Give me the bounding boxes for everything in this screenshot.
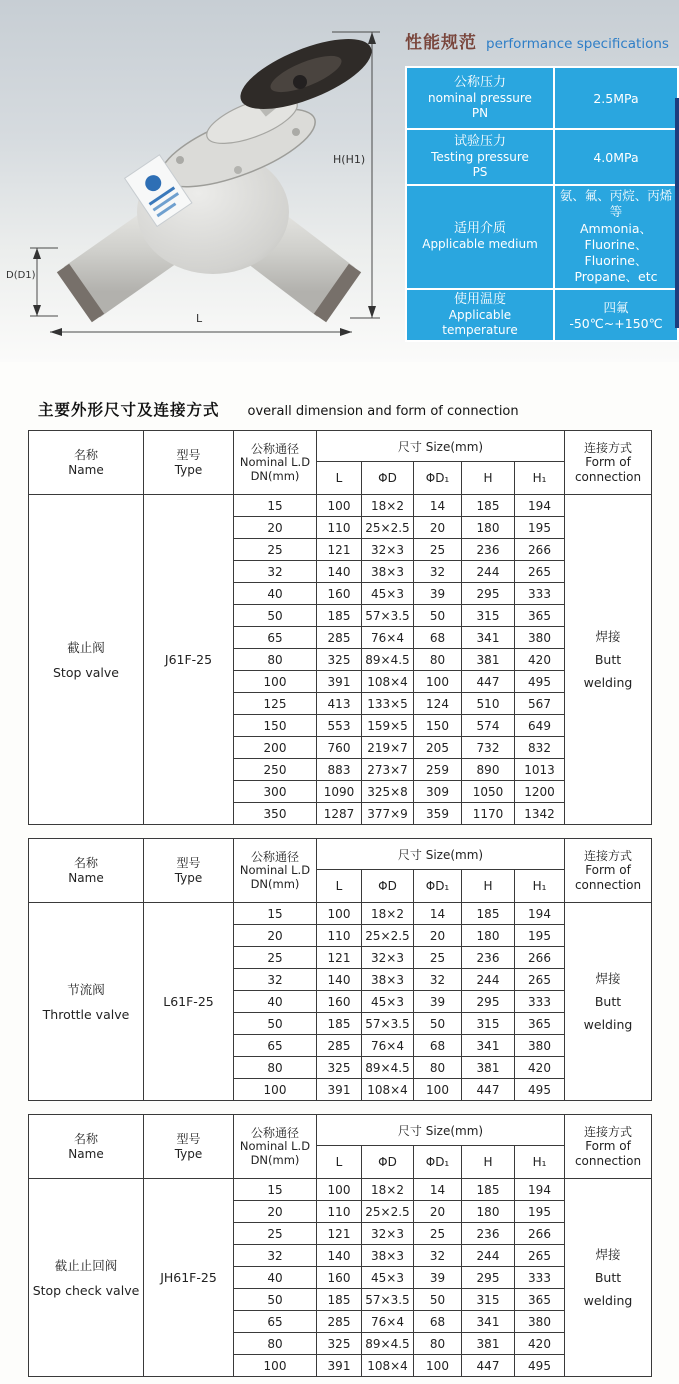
perf-value-cell: 氨、氟、丙烷、丙烯等 Ammonia、Fluorine、Fluorine、Propane、etc bbox=[554, 185, 678, 289]
dimension-cell: 80 bbox=[234, 1057, 317, 1079]
dimension-cell: 50 bbox=[414, 605, 462, 627]
dimension-cell: 1287 bbox=[317, 803, 362, 825]
dimension-cell: 180 bbox=[462, 517, 515, 539]
dimension-cell: 68 bbox=[414, 1311, 462, 1333]
dimension-cell: 391 bbox=[317, 671, 362, 693]
dimension-cell: 32 bbox=[414, 969, 462, 991]
dimension-cell: 65 bbox=[234, 1311, 317, 1333]
dimension-cell: 50 bbox=[234, 1013, 317, 1035]
dimension-cell: 160 bbox=[317, 1267, 362, 1289]
dimension-cell: 236 bbox=[462, 1223, 515, 1245]
header-type: 型号 Type bbox=[144, 839, 234, 903]
perf-value-cell: 4.0MPa bbox=[554, 129, 678, 185]
dimension-cell: 121 bbox=[317, 947, 362, 969]
header-col-OD: ΦD bbox=[362, 870, 414, 903]
arrow-l-right bbox=[340, 328, 352, 336]
perf-label-cell: 使用温度 Applicable temperature bbox=[406, 289, 554, 341]
dimension-cell: 100 bbox=[414, 671, 462, 693]
dimension-cell: 80 bbox=[234, 649, 317, 671]
header-col-H1: H₁ bbox=[515, 462, 565, 495]
dimension-cell: 68 bbox=[414, 627, 462, 649]
dimension-cell: 32 bbox=[234, 969, 317, 991]
dimension-cell: 110 bbox=[317, 517, 362, 539]
dimension-cell: 250 bbox=[234, 759, 317, 781]
header-col-H: H bbox=[462, 1146, 515, 1179]
arrow-top bbox=[368, 32, 376, 44]
header-col-OD: ΦD bbox=[362, 462, 414, 495]
dimension-cell: 100 bbox=[414, 1079, 462, 1101]
perf-value-cell: 四氟 -50℃~+150℃ bbox=[554, 289, 678, 341]
dimension-cell: 140 bbox=[317, 1245, 362, 1267]
dimension-cell: 890 bbox=[462, 759, 515, 781]
dimension-cell: 295 bbox=[462, 1267, 515, 1289]
dimension-cell: 185 bbox=[462, 903, 515, 925]
dimension-cell: 80 bbox=[234, 1333, 317, 1355]
dimension-cell: 15 bbox=[234, 1179, 317, 1201]
dimension-cell: 32 bbox=[234, 561, 317, 583]
header-connection: 连接方式 Form of connection bbox=[565, 839, 652, 903]
dimension-cell: 14 bbox=[414, 495, 462, 517]
dimension-cell: 100 bbox=[317, 1179, 362, 1201]
name-cell: 节流阀 Throttle valve bbox=[29, 903, 144, 1101]
perf-row-testing-pressure bbox=[406, 129, 678, 185]
section-title-en: overall dimension and form of connection bbox=[247, 404, 519, 419]
dimension-row bbox=[29, 495, 652, 517]
dimension-cell: 447 bbox=[462, 1355, 515, 1377]
dimension-cell: 180 bbox=[462, 1201, 515, 1223]
conn-cell: 焊接 Butt welding bbox=[565, 1179, 652, 1377]
dimension-cell: 68 bbox=[414, 1035, 462, 1057]
dimension-cell: 45×3 bbox=[362, 1267, 414, 1289]
dimension-cell: 45×3 bbox=[362, 583, 414, 605]
dimension-cell: 273×7 bbox=[362, 759, 414, 781]
performance-panel bbox=[405, 28, 679, 342]
dimension-cell: 14 bbox=[414, 1179, 462, 1201]
header-col-H: H bbox=[462, 870, 515, 903]
dimension-cell: 100 bbox=[414, 1355, 462, 1377]
perf-row-applicable-temperature bbox=[406, 289, 678, 341]
dim-label-H: H(H1) bbox=[333, 153, 366, 166]
dimension-cell: 420 bbox=[515, 649, 565, 671]
type-cell: J61F-25 bbox=[144, 495, 234, 825]
dimension-cell: 195 bbox=[515, 517, 565, 539]
dimension-cell: 20 bbox=[414, 1201, 462, 1223]
dimension-cell: 553 bbox=[317, 715, 362, 737]
header-dn: 公称通径 Nominal L.D DN(mm) bbox=[234, 839, 317, 903]
stop-valve-body bbox=[29, 495, 652, 825]
dimension-cell: 89×4.5 bbox=[362, 1057, 414, 1079]
performance-title bbox=[405, 28, 679, 53]
dimension-cell: 140 bbox=[317, 561, 362, 583]
dimension-cell: 236 bbox=[462, 539, 515, 561]
dimension-cell: 380 bbox=[515, 1035, 565, 1057]
dimension-cell: 380 bbox=[515, 627, 565, 649]
dimension-cell: 381 bbox=[462, 1057, 515, 1079]
dimension-cell: 1090 bbox=[317, 781, 362, 803]
dimension-cell: 50 bbox=[414, 1289, 462, 1311]
dimension-cell: 333 bbox=[515, 1267, 565, 1289]
dimension-cell: 89×4.5 bbox=[362, 649, 414, 671]
dimension-cell: 76×4 bbox=[362, 1311, 414, 1333]
dimension-cell: 285 bbox=[317, 1311, 362, 1333]
performance-table bbox=[405, 66, 679, 342]
dimension-cell: 447 bbox=[462, 671, 515, 693]
dimension-cell: 194 bbox=[515, 1179, 565, 1201]
dimension-cell: 266 bbox=[515, 1223, 565, 1245]
dimension-cell: 194 bbox=[515, 903, 565, 925]
name-cell: 截止止回阀 Stop check valve bbox=[29, 1179, 144, 1377]
dimension-cell: 18×2 bbox=[362, 495, 414, 517]
header-size: 尺寸 Size(mm) bbox=[317, 431, 565, 462]
dimension-cell: 341 bbox=[462, 1035, 515, 1057]
dimension-cell: 219×7 bbox=[362, 737, 414, 759]
dimension-cell: 285 bbox=[317, 627, 362, 649]
perf-row-applicable-medium bbox=[406, 185, 678, 289]
dimension-cell: 333 bbox=[515, 583, 565, 605]
dimension-cell: 732 bbox=[462, 737, 515, 759]
dimension-cell: 1200 bbox=[515, 781, 565, 803]
dimension-cell: 315 bbox=[462, 1013, 515, 1035]
header-name: 名称 Name bbox=[29, 431, 144, 495]
top-section bbox=[0, 0, 679, 362]
header-col-OD1: ΦD₁ bbox=[414, 870, 462, 903]
perf-label-cell: 试验压力 Testing pressure PS bbox=[406, 129, 554, 185]
header-col-L: L bbox=[317, 1146, 362, 1179]
dimension-table-throttle-valve bbox=[28, 838, 652, 1101]
dimension-cell: 32 bbox=[414, 561, 462, 583]
dimension-cell: 365 bbox=[515, 1013, 565, 1035]
dimension-cell: 80 bbox=[414, 1057, 462, 1079]
dimension-cell: 20 bbox=[234, 517, 317, 539]
dimension-cell: 38×3 bbox=[362, 1245, 414, 1267]
dimension-cell: 341 bbox=[462, 627, 515, 649]
dimension-cell: 420 bbox=[515, 1057, 565, 1079]
stop-check-valve-body bbox=[29, 1179, 652, 1377]
dimension-cell: 832 bbox=[515, 737, 565, 759]
header-col-L: L bbox=[317, 462, 362, 495]
dimension-cell: 266 bbox=[515, 539, 565, 561]
dimension-cell: 80 bbox=[414, 649, 462, 671]
dimension-cell: 420 bbox=[515, 1333, 565, 1355]
dimension-cell: 25 bbox=[234, 1223, 317, 1245]
dimension-cell: 32×3 bbox=[362, 539, 414, 561]
dimension-cell: 391 bbox=[317, 1355, 362, 1377]
dimension-cell: 100 bbox=[234, 671, 317, 693]
dimension-cell: 110 bbox=[317, 925, 362, 947]
dimension-cell: 567 bbox=[515, 693, 565, 715]
dimension-cell: 377×9 bbox=[362, 803, 414, 825]
arrow-bottom bbox=[368, 306, 376, 318]
dimension-cell: 200 bbox=[234, 737, 317, 759]
dimension-cell: 266 bbox=[515, 947, 565, 969]
dimension-cell: 57×3.5 bbox=[362, 1013, 414, 1035]
dimension-cell: 50 bbox=[414, 1013, 462, 1035]
dimension-cell: 50 bbox=[234, 1289, 317, 1311]
dimension-cell: 108×4 bbox=[362, 671, 414, 693]
header-row bbox=[29, 839, 652, 870]
dimension-cell: 39 bbox=[414, 583, 462, 605]
dimension-cell: 25×2.5 bbox=[362, 517, 414, 539]
dimension-cell: 32×3 bbox=[362, 947, 414, 969]
dimension-cell: 285 bbox=[317, 1035, 362, 1057]
dimension-cell: 295 bbox=[462, 991, 515, 1013]
valve-photo bbox=[0, 0, 410, 362]
dimension-cell: 185 bbox=[317, 1013, 362, 1035]
dimension-cell: 32×3 bbox=[362, 1223, 414, 1245]
dimension-cell: 18×2 bbox=[362, 903, 414, 925]
header-dn: 公称通径 Nominal L.D DN(mm) bbox=[234, 1115, 317, 1179]
throttle-valve-body bbox=[29, 903, 652, 1101]
performance-title-zh: 性能规范 bbox=[405, 33, 477, 53]
dimension-cell: 159×5 bbox=[362, 715, 414, 737]
header-name: 名称 Name bbox=[29, 839, 144, 903]
dimension-cell: 150 bbox=[414, 715, 462, 737]
header-col-OD1: ΦD₁ bbox=[414, 462, 462, 495]
dimension-cell: 20 bbox=[414, 517, 462, 539]
dimension-cell: 649 bbox=[515, 715, 565, 737]
dimension-cell: 185 bbox=[317, 1289, 362, 1311]
header-type: 型号 Type bbox=[144, 431, 234, 495]
arrow-d-top bbox=[33, 248, 41, 259]
dim-label-D: D(D1) bbox=[6, 270, 36, 281]
dimension-cell: 325 bbox=[317, 649, 362, 671]
dimension-cell: 125 bbox=[234, 693, 317, 715]
dimension-cell: 108×4 bbox=[362, 1355, 414, 1377]
header-col-H1: H₁ bbox=[515, 1146, 565, 1179]
dimension-cell: 38×3 bbox=[362, 969, 414, 991]
dimension-cell: 295 bbox=[462, 583, 515, 605]
dimension-cell: 185 bbox=[462, 495, 515, 517]
name-cell: 截止阀 Stop valve bbox=[29, 495, 144, 825]
dimension-cell: 18×2 bbox=[362, 1179, 414, 1201]
dimension-cell: 121 bbox=[317, 1223, 362, 1245]
dimension-cell: 1013 bbox=[515, 759, 565, 781]
type-cell: L61F-25 bbox=[144, 903, 234, 1101]
dimension-cell: 160 bbox=[317, 583, 362, 605]
dimension-cell: 1342 bbox=[515, 803, 565, 825]
dimension-cell: 265 bbox=[515, 1245, 565, 1267]
conn-cell: 焊接 Butt welding bbox=[565, 495, 652, 825]
dimension-cell: 495 bbox=[515, 671, 565, 693]
header-col-OD1: ΦD₁ bbox=[414, 1146, 462, 1179]
dimension-cell: 80 bbox=[414, 1333, 462, 1355]
dimension-cell: 883 bbox=[317, 759, 362, 781]
dimension-cell: 160 bbox=[317, 991, 362, 1013]
dimension-cell: 39 bbox=[414, 991, 462, 1013]
dimension-cell: 185 bbox=[317, 605, 362, 627]
dimension-cell: 121 bbox=[317, 539, 362, 561]
dimension-cell: 40 bbox=[234, 991, 317, 1013]
dimension-cell: 309 bbox=[414, 781, 462, 803]
dimension-cell: 25 bbox=[414, 539, 462, 561]
dimension-cell: 15 bbox=[234, 495, 317, 517]
dimension-cell: 20 bbox=[234, 1201, 317, 1223]
dimension-cell: 100 bbox=[234, 1079, 317, 1101]
dimension-cell: 14 bbox=[414, 903, 462, 925]
dimension-cell: 300 bbox=[234, 781, 317, 803]
dimension-cell: 89×4.5 bbox=[362, 1333, 414, 1355]
arrow-l-left bbox=[50, 328, 62, 336]
dimension-table-stop-valve bbox=[28, 430, 652, 825]
header-row bbox=[29, 1115, 652, 1146]
dimension-cell: 32 bbox=[234, 1245, 317, 1267]
dimension-cell: 40 bbox=[234, 583, 317, 605]
header-col-H: H bbox=[462, 462, 515, 495]
dimension-cell: 495 bbox=[515, 1355, 565, 1377]
arrow-d-bottom bbox=[33, 305, 41, 316]
dimension-cell: 365 bbox=[515, 1289, 565, 1311]
dimension-cell: 20 bbox=[234, 925, 317, 947]
header-size: 尺寸 Size(mm) bbox=[317, 1115, 565, 1146]
dimension-cell: 265 bbox=[515, 969, 565, 991]
header-dn: 公称通径 Nominal L.D DN(mm) bbox=[234, 431, 317, 495]
dimension-cell: 76×4 bbox=[362, 627, 414, 649]
dimension-cell: 150 bbox=[234, 715, 317, 737]
dimension-cell: 195 bbox=[515, 925, 565, 947]
dimension-cell: 510 bbox=[462, 693, 515, 715]
dimension-cell: 1170 bbox=[462, 803, 515, 825]
dimension-cell: 39 bbox=[414, 1267, 462, 1289]
dimension-cell: 381 bbox=[462, 649, 515, 671]
dimension-cell: 50 bbox=[234, 605, 317, 627]
perf-label-cell: 公称压力 nominal pressure PN bbox=[406, 67, 554, 129]
dimension-cell: 57×3.5 bbox=[362, 1289, 414, 1311]
perf-value-cell: 2.5MPa bbox=[554, 67, 678, 129]
dimension-cell: 15 bbox=[234, 903, 317, 925]
dimension-cell: 244 bbox=[462, 561, 515, 583]
header-connection: 连接方式 Form of connection bbox=[565, 431, 652, 495]
header-connection: 连接方式 Form of connection bbox=[565, 1115, 652, 1179]
dimension-cell: 20 bbox=[414, 925, 462, 947]
dimension-cell: 25 bbox=[234, 539, 317, 561]
dimension-cell: 38×3 bbox=[362, 561, 414, 583]
dimension-cell: 25 bbox=[414, 1223, 462, 1245]
dimension-cell: 244 bbox=[462, 1245, 515, 1267]
dimension-cell: 760 bbox=[317, 737, 362, 759]
dimension-cell: 100 bbox=[317, 903, 362, 925]
dimension-cell: 65 bbox=[234, 627, 317, 649]
dimension-cell: 32 bbox=[414, 1245, 462, 1267]
header-col-H1: H₁ bbox=[515, 870, 565, 903]
dimension-cell: 380 bbox=[515, 1311, 565, 1333]
dimension-cell: 341 bbox=[462, 1311, 515, 1333]
section-title-zh: 主要外形尺寸及连接方式 bbox=[38, 401, 220, 419]
header-row bbox=[29, 431, 652, 462]
header-name: 名称 Name bbox=[29, 1115, 144, 1179]
dimension-cell: 25×2.5 bbox=[362, 1201, 414, 1223]
dimension-cell: 315 bbox=[462, 605, 515, 627]
dimension-cell: 205 bbox=[414, 737, 462, 759]
perf-label-cell: 适用介质 Applicable medium bbox=[406, 185, 554, 289]
dimension-cell: 195 bbox=[515, 1201, 565, 1223]
dimension-cell: 180 bbox=[462, 925, 515, 947]
dimension-cell: 359 bbox=[414, 803, 462, 825]
dimension-cell: 325×8 bbox=[362, 781, 414, 803]
dimension-cell: 236 bbox=[462, 947, 515, 969]
dimension-cell: 413 bbox=[317, 693, 362, 715]
dimension-row bbox=[29, 1179, 652, 1201]
dimension-cell: 110 bbox=[317, 1201, 362, 1223]
dimension-cell: 57×3.5 bbox=[362, 605, 414, 627]
dimension-cell: 325 bbox=[317, 1057, 362, 1079]
performance-title-en: performance specifications bbox=[486, 36, 669, 52]
page-edge-strip bbox=[675, 98, 679, 328]
dimension-table-stop-check-valve bbox=[28, 1114, 652, 1377]
dimension-cell: 45×3 bbox=[362, 991, 414, 1013]
dimension-cell: 25 bbox=[234, 947, 317, 969]
dimension-cell: 40 bbox=[234, 1267, 317, 1289]
dimension-cell: 25 bbox=[414, 947, 462, 969]
dimension-cell: 350 bbox=[234, 803, 317, 825]
header-col-L: L bbox=[317, 870, 362, 903]
dimension-cell: 447 bbox=[462, 1079, 515, 1101]
dimension-cell: 100 bbox=[234, 1355, 317, 1377]
dimension-cell: 108×4 bbox=[362, 1079, 414, 1101]
dimension-cell: 259 bbox=[414, 759, 462, 781]
dimension-cell: 365 bbox=[515, 605, 565, 627]
section-heading bbox=[38, 398, 679, 420]
dimension-cell: 65 bbox=[234, 1035, 317, 1057]
dimension-cell: 133×5 bbox=[362, 693, 414, 715]
dimension-cell: 140 bbox=[317, 969, 362, 991]
dimension-cell: 381 bbox=[462, 1333, 515, 1355]
header-type: 型号 Type bbox=[144, 1115, 234, 1179]
dimension-cell: 25×2.5 bbox=[362, 925, 414, 947]
dimension-cell: 244 bbox=[462, 969, 515, 991]
dimension-row bbox=[29, 903, 652, 925]
dimension-cell: 333 bbox=[515, 991, 565, 1013]
dimension-cell: 391 bbox=[317, 1079, 362, 1101]
dimension-cell: 325 bbox=[317, 1333, 362, 1355]
header-col-OD: ΦD bbox=[362, 1146, 414, 1179]
dimension-cell: 194 bbox=[515, 495, 565, 517]
type-cell: JH61F-25 bbox=[144, 1179, 234, 1377]
dimension-cell: 100 bbox=[317, 495, 362, 517]
header-size: 尺寸 Size(mm) bbox=[317, 839, 565, 870]
dimension-cell: 265 bbox=[515, 561, 565, 583]
perf-row-nominal-pressure bbox=[406, 67, 678, 129]
dim-label-L: L bbox=[196, 312, 203, 325]
dimension-cell: 495 bbox=[515, 1079, 565, 1101]
conn-cell: 焊接 Butt welding bbox=[565, 903, 652, 1101]
dimension-cell: 315 bbox=[462, 1289, 515, 1311]
dimension-cell: 76×4 bbox=[362, 1035, 414, 1057]
dimension-cell: 124 bbox=[414, 693, 462, 715]
dimension-cell: 574 bbox=[462, 715, 515, 737]
dimension-cell: 185 bbox=[462, 1179, 515, 1201]
dimension-cell: 1050 bbox=[462, 781, 515, 803]
